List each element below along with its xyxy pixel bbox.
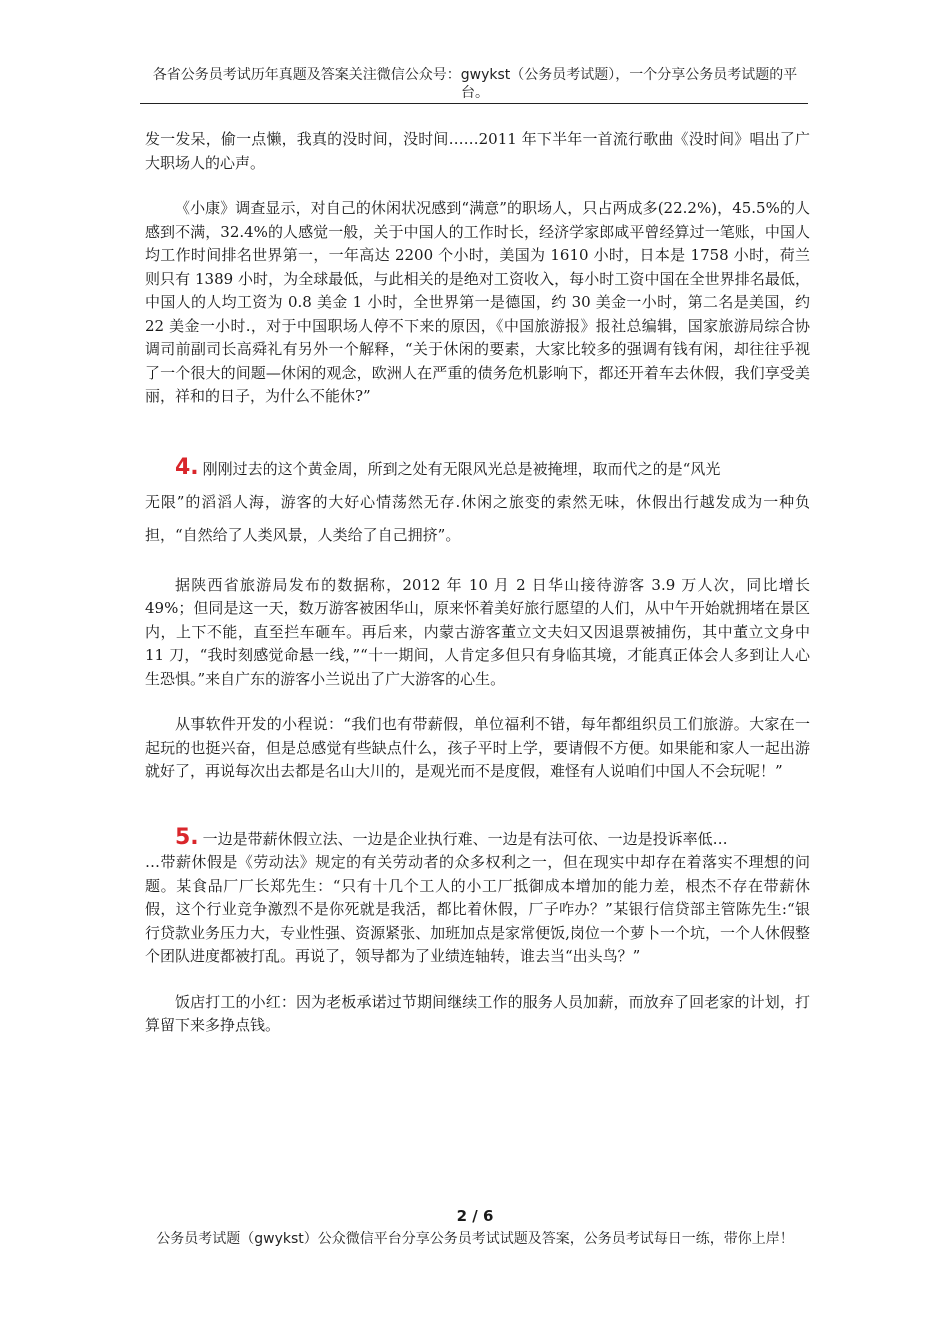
page-header (140, 66, 810, 102)
material-5 (145, 826, 810, 969)
material-number-4: 4. (175, 454, 199, 480)
material-5-continuation: …带薪休假是《劳动法》规定的有关劳动者的众多权利之一，但在现实中却存在着落实不理想的问题。某食品厂厂长郑先生：“只有十几个工人的小工厂抵御成本增加的能力差，根杰不存在带薪休假，这个行业竞争激烈不是你死就是我活，都比着休假，厂子咋办？”某银行信贷部主管陈先生:“银行贷款业务压力大，专业性强、资源紧张、加班加点是家常便饭,岗位一个萝卜一个坑，一个人休假整个团队进度都被打乱。再说了，领导都为了业绩连轴转，谁去当“出头鸟？” (145, 853, 810, 965)
material-4-first-line: 刚刚过去的这个黄金周，所到之处有无限风光总是被掩埋，取而代之的是“风光 (202, 459, 721, 478)
material-number-5: 5. (175, 824, 199, 850)
header-line-2: 台。 (461, 85, 489, 101)
header-divider (140, 103, 808, 104)
material-4 (145, 451, 810, 552)
page-footer: 公务员考试题（gwykst）公众微信平台分享公务员考试试题及答案，公务员考试每日一练，带你上岸！ (156, 1231, 794, 1247)
material-4-continuation: 无限”的滔滔人海，游客的大好心情荡然无存.休闲之旅变的索然无味，休假出行越发成为一种负担，“自然给了人类风景，人类给了自己拥挤”。 (145, 492, 810, 544)
document-body (145, 128, 810, 1038)
paragraph-survey: 《小康》调查显示，对自己的休闲状况感到“满意”的职场人，只占两成多(22.2%)，45.5%的人感到不满，32.4%的人感觉一般，关于中国人的工作时长，经济学家郎咸平曾经算过一笔账，中国人均工作时间排名世界第一，一年高达 2200 个小时，美国为 1610 小时，日本是 1758 小时，荷兰则只有 1389 小时，为全球最低，与此相关的是绝对工资收入，每小时工资中国在全世界排名最低，中国人的人均工资为 0.8 美金 1 小时，全世界第一是德国，约 30 美金一小时，第二名是美国，约 22 美金一小时.，对于中国职场人停不下来的原因，《中国旅游报》报社总编辑，国家旅游局综合协调司前副司长高舜礼有另外一个解释，“关于休闲的要素，大家比较多的强调有钱有闲，却往往乎视了一个很大的间题—休闲的观念，欧洲人在严重的债务危机影响下，都还开着车去休假，我们享受美丽，祥和的日子，为什么不能休?” (145, 199, 810, 405)
material-5-first-line: 一边是带薪休假立法、一边是企业执行难、一边是有法可依、一边是投诉率低… (202, 829, 728, 848)
header-line-1: 各省公务员考试历年真题及答案关注微信公众号：gwykst（公务员考试题），一个分享公务员考试题的平 (152, 67, 798, 83)
paragraph-huashan: 据陕西省旅游局发布的数据称，2012 年 10 月 2 日华山接待游客 3.9 万人次，同比增长 49%；但同是这一天，数万游客被困华山，原来怀着美好旅行愿望的人们，从中午开始就拥堵在景区内，上下不能，直至拦车砸车。再后来，内蒙古游客董立文夫妇又因退票被捕伤，其中董立文身中 11 刀，“我时刻感觉命悬一线，”“十一期间，人肯定多但只有身临其境，才能真正体会人多到让人心生恐惧。”来自广东的游客小兰说出了广大游客的心生。 (145, 575, 810, 688)
paragraph-xiaohong: 饭店打工的小红：因为老板承诺过节期间继续工作的服务人员加薪，而放弃了回老家的计划，打算留下来多挣点钱。 (145, 992, 810, 1034)
paragraph-intro: 发一发呆，偷一点懒，我真的没时间，没时间……2011 年下半年一首流行歌曲《没时间》唱出了广大职场人的心声。 (145, 130, 810, 172)
page-number: 2 / 6 (456, 1207, 494, 1225)
paragraph-xiaocheng: 从事软件开发的小程说：“我们也有带薪假，单位福利不错，每年都组织员工们旅游。大家在一起玩的也挺兴奋，但是总感觉有些缺点什么，孩子平时上学，要请假不方便。如果能和家人一起出游就好了，再说每次出去都是名山大川的，是观光而不是度假，难怪有人说咱们中国人不会玩呢！” (145, 715, 810, 780)
